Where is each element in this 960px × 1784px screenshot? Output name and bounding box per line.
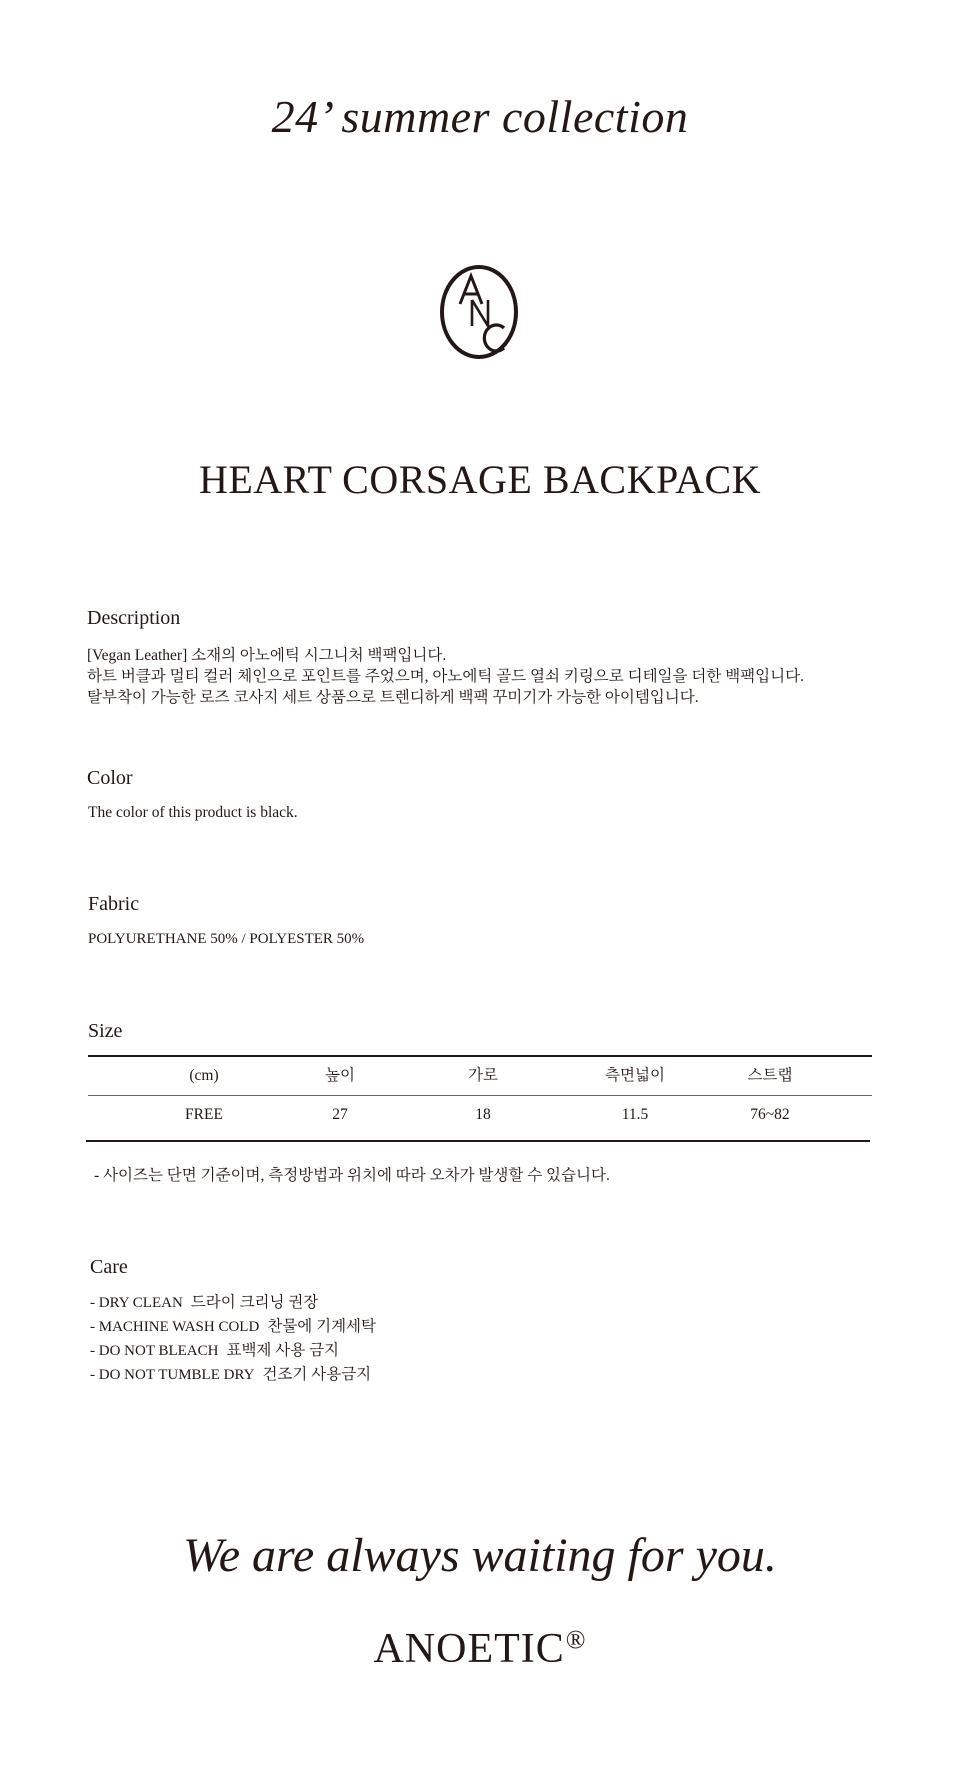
brand-name: ANOETIC xyxy=(373,1626,565,1672)
registered-mark: ® xyxy=(565,1625,587,1654)
fabric-text: POLYURETHANE 50% / POLYESTER 50% xyxy=(88,931,365,947)
column-header: 스트랩 xyxy=(747,1067,793,1084)
table-cell: 18 xyxy=(475,1106,491,1123)
column-header: 높이 xyxy=(325,1067,355,1084)
care-item xyxy=(90,1339,376,1363)
brand-monogram-logo xyxy=(438,262,520,362)
size-heading: Size xyxy=(88,1020,123,1042)
care-item xyxy=(90,1291,376,1315)
description-heading: Description xyxy=(87,607,181,629)
care-list xyxy=(90,1291,376,1387)
care-instruction-en: - MACHINE WASH COLD xyxy=(90,1319,260,1335)
description-line: 하트 버클과 멀티 컬러 체인으로 포인트를 주었으며, 아노에틱 골드 열쇠 키링으로 디테일을 더한 백팩입니다. xyxy=(87,668,804,685)
size-note: - 사이즈는 단면 기준이며, 측정방법과 위치에 따라 오차가 발생할 수 있습니다. xyxy=(94,1167,610,1184)
description-line: 탈부착이 가능한 로즈 코사지 세트 상품으로 트렌디하게 백팩 꾸미기가 가능한 아이템입니다. xyxy=(87,689,699,706)
care-instruction-en: - DO NOT TUMBLE DRY xyxy=(90,1367,255,1383)
description-line: [Vegan Leather] 소재의 아노에틱 시그니처 백팩입니다. xyxy=(87,647,447,664)
care-instruction-ko: 표백제 사용 금지 xyxy=(226,1342,340,1359)
column-header: (cm) xyxy=(189,1067,219,1084)
care-instruction-ko: 드라이 크리닝 권장 xyxy=(190,1294,319,1311)
care-heading: Care xyxy=(90,1256,128,1278)
description-text xyxy=(87,645,804,708)
care-instruction-en: - DO NOT BLEACH xyxy=(90,1343,219,1359)
fabric-heading: Fabric xyxy=(88,893,140,915)
table-cell: 11.5 xyxy=(621,1106,649,1123)
table-header-row xyxy=(88,1057,872,1095)
closing-message: We are always waiting for you. xyxy=(183,1529,777,1582)
column-header: 가로 xyxy=(468,1067,498,1084)
care-instruction-ko: 찬물에 기계세탁 xyxy=(267,1318,376,1335)
table-bottom-rule xyxy=(86,1140,870,1142)
color-heading: Color xyxy=(87,767,133,789)
care-instruction-en: - DRY CLEAN xyxy=(90,1295,183,1311)
column-header: 측면넓이 xyxy=(605,1067,665,1084)
table-row xyxy=(88,1096,872,1134)
monogram-emblem-icon xyxy=(438,262,520,362)
brand-wordmark xyxy=(0,1626,960,1672)
color-text: The color of this product is black. xyxy=(88,804,298,821)
table-cell: 76~82 xyxy=(750,1106,790,1123)
table-cell: FREE xyxy=(185,1106,223,1123)
care-item xyxy=(90,1315,376,1339)
size-table xyxy=(88,1055,872,1134)
care-item xyxy=(90,1363,376,1387)
collection-title: 24’ summer collection xyxy=(271,91,689,142)
table-cell: 27 xyxy=(332,1106,348,1123)
care-instruction-ko: 건조기 사용금지 xyxy=(262,1366,372,1383)
product-name: HEART CORSAGE BACKPACK xyxy=(198,457,762,502)
